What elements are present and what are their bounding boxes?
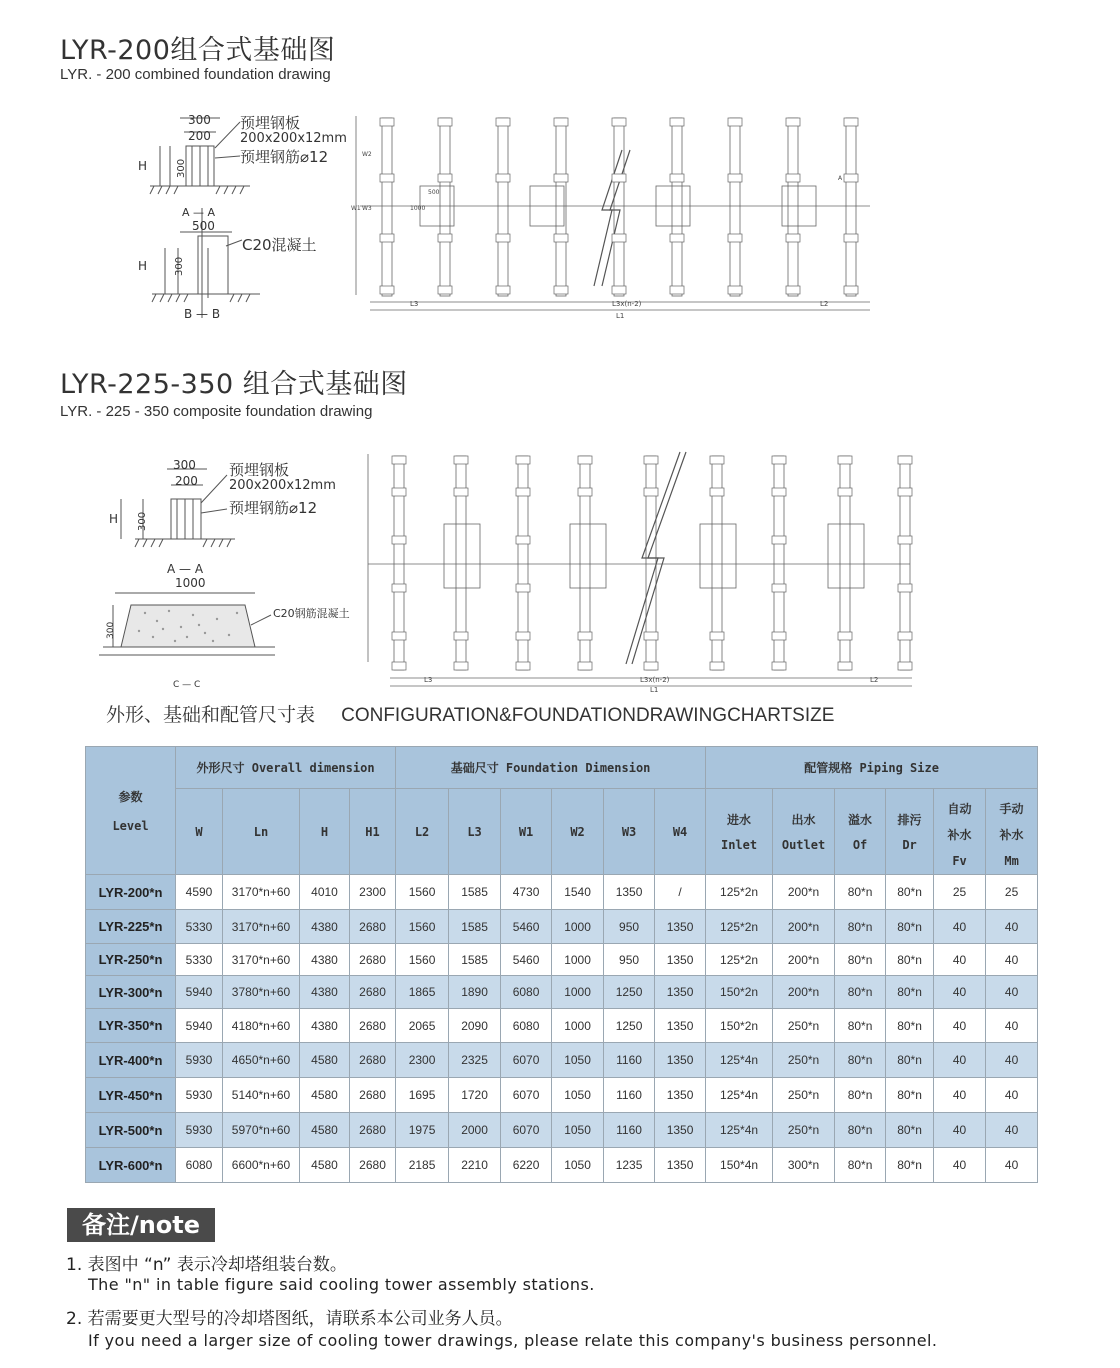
table-cell: 4580 [300,1043,350,1078]
table-cell: 200*n [773,976,835,1009]
table-cell: 40 [934,1113,986,1148]
table-cell: 2680 [350,976,396,1009]
row-level: LYR-450*n [86,1078,176,1113]
table-cell: 2300 [350,875,396,910]
col-header: H1 [350,789,396,875]
s2-plan-l1: L1 [650,686,659,694]
s1-bb: B — B [184,307,221,321]
table-cell: 40 [934,944,986,976]
table-cell: 2065 [396,1009,449,1043]
table-cell: 125*4n [706,1043,773,1078]
table-cell: 2680 [350,1078,396,1113]
row-level: LYR-500*n [86,1113,176,1148]
table-cell: 950 [604,944,655,976]
table-cell: 250*n [773,1043,835,1078]
table-cell: 40 [986,910,1038,944]
s2-aa: A — A [167,562,204,576]
table-cell: 80*n [835,1043,886,1078]
table-cell: 2680 [350,1113,396,1148]
table-cell: 40 [986,1043,1038,1078]
table-cell: 80*n [835,1113,886,1148]
table-cell: 125*2n [706,944,773,976]
s1-plan-d1000: 1000 [410,205,426,212]
section1-detail-drawing [120,108,360,328]
table-cell: 1585 [449,910,501,944]
table-cell: 250*n [773,1113,835,1148]
table-row [86,976,1038,1009]
table-cell: 4650*n+60 [223,1043,300,1078]
table-cell: 40 [986,1009,1038,1043]
row-level: LYR-225*n [86,910,176,944]
col-header: H [300,789,350,875]
table-cell: 5460 [501,944,552,976]
table-cell: 25 [986,875,1038,910]
table-cell: 80*n [835,944,886,976]
table-cell: 1000 [552,976,604,1009]
s2-d1000: 1000 [175,576,206,590]
table-cell: 80*n [886,1043,934,1078]
table-cell: 40 [934,910,986,944]
table-cell: 3170*n+60 [223,944,300,976]
table-cell: 40 [986,1113,1038,1148]
table-cell: 80*n [886,910,934,944]
s1-plan-l3: L3 [410,300,419,308]
table-cell: 1000 [552,944,604,976]
table-cell: 80*n [886,1009,934,1043]
table-cell: 1975 [396,1113,449,1148]
s1-plan-l3n: L3x(n-2) [612,300,642,308]
s2-plate: 预埋钢板 [229,461,290,479]
piping-col-cn: 出水 [791,813,816,827]
table-cell: 80*n [835,1148,886,1183]
table-cell: 6080 [501,1009,552,1043]
s1-h300: 300 [176,158,187,178]
table-cell: 40 [986,1148,1038,1183]
table-cell: 80*n [886,1148,934,1183]
table-cell: 125*4n [706,1113,773,1148]
table-cell: 4380 [300,944,350,976]
table-cell: 6080 [176,1148,223,1183]
s1-h300b: 300 [174,256,185,276]
col-header: W2 [552,789,604,875]
row-level: LYR-200*n [86,875,176,910]
table-cell: 80*n [886,1078,934,1113]
piping-col-cn: 溢水 [848,813,873,827]
table-cell: 5930 [176,1113,223,1148]
section1-subtitle: LYR. - 200 combined foundation drawing [60,66,331,83]
s2-plate-size: 200x200x12mm [229,478,336,493]
table-cell: 1350 [655,1113,706,1148]
s1-hHb: H [138,259,148,273]
row-level: LYR-600*n [86,1148,176,1183]
table-cell: 6070 [501,1043,552,1078]
table-cell: 3170*n+60 [223,910,300,944]
table-cell: 2185 [396,1148,449,1183]
table-row [86,875,1038,910]
table-cell: 80*n [835,875,886,910]
table-row [86,1148,1038,1183]
note-1-cn: 1. 表图中 “n” 表示冷却塔组装台数。 [66,1255,347,1275]
table-cell: 1350 [655,1043,706,1078]
s1-d300: 300 [188,113,211,127]
s1-hH: H [138,159,148,173]
piping-col-en: Mm [1004,853,1019,868]
table-cell: 40 [986,944,1038,976]
s1-concrete: C20混凝土 [242,236,317,254]
table-cell: 1540 [552,875,604,910]
table-row [86,910,1038,944]
table-cell: 1695 [396,1078,449,1113]
table-cell: 150*4n [706,1148,773,1183]
piping-col-header [934,789,986,875]
subheader-row [86,789,1038,875]
table-cell: 1000 [552,910,604,944]
piping-col-en: Inlet [720,838,758,852]
piping-col-cn: 排污 [897,813,922,827]
s1-plan-d500: 500 [428,189,440,196]
section2-detail-drawing [95,455,360,695]
table-title [106,700,834,727]
table-cell: 1350 [604,875,655,910]
table-cell: 1160 [604,1078,655,1113]
table-cell: 1890 [449,976,501,1009]
table-cell: 4380 [300,910,350,944]
table-cell: 40 [934,976,986,1009]
table-cell: 4590 [176,875,223,910]
s1-d500: 500 [192,219,215,233]
table-cell: 40 [986,976,1038,1009]
table-cell: 80*n [886,875,934,910]
s2-hH: H [109,512,119,526]
table-cell: 3780*n+60 [223,976,300,1009]
table-row [86,944,1038,976]
table-cell: 1560 [396,910,449,944]
row-level: LYR-300*n [86,976,176,1009]
s1-plan-w2: W2 [362,151,372,158]
s1-d200: 200 [188,129,211,143]
table-cell: 6080 [501,976,552,1009]
table-cell: 1235 [604,1148,655,1183]
s1-plan-a: A [838,175,843,182]
table-cell: 1160 [604,1113,655,1148]
table-cell: 4580 [300,1148,350,1183]
table-cell: 80*n [886,976,934,1009]
table-cell: 80*n [835,1009,886,1043]
section2-title: LYR-225-350 组合式基础图 [60,369,408,400]
section2-plan-drawing [360,448,920,694]
table-cell: 5330 [176,944,223,976]
col-header: W1 [501,789,552,875]
table-cell: 1050 [552,1113,604,1148]
piping-col-header [886,789,934,875]
s1-rebar: 预埋钢筋⌀12 [240,148,329,166]
note-1-en: The "n" in table figure said cooling tower assembly stations. [88,1275,595,1294]
piping-col-en: Dr [902,838,917,852]
table-cell: 5140*n+60 [223,1078,300,1113]
piping-group-header: 配管规格 Piping Size [706,747,1038,789]
piping-col-cn: 进水 [727,813,752,827]
table-title-cn: 外形、基础和配管尺寸表 [106,704,316,726]
s1-plate-size: 200x200x12mm [240,131,347,146]
table-cell: 1350 [655,944,706,976]
piping-col-cn: 手动补水 [999,801,1024,842]
table-cell: 1585 [449,944,501,976]
note-2-en: If you need a larger size of cooling tower drawings, please relate this company's business personnel. [88,1331,938,1350]
s1-aa: A — A [182,206,216,219]
table-cell: 40 [986,1078,1038,1113]
table-cell: 40 [934,1078,986,1113]
table-cell: 1720 [449,1078,501,1113]
piping-col-en: Fv [952,853,967,868]
section1-plan-drawing [350,110,880,325]
table-cell: 250*n [773,1009,835,1043]
table-cell: 250*n [773,1078,835,1113]
table-cell: 25 [934,875,986,910]
s2-plan-l2: L2 [870,676,879,684]
table-cell: 1560 [396,944,449,976]
table-cell: 80*n [886,944,934,976]
param-header: 参数 Level [86,747,176,875]
col-header: Ln [223,789,300,875]
row-level: LYR-350*n [86,1009,176,1043]
table-cell: 4580 [300,1113,350,1148]
s2-d300: 300 [173,458,196,472]
table-cell: 125*2n [706,875,773,910]
table-cell: 2210 [449,1148,501,1183]
table-cell: 1250 [604,1009,655,1043]
table-cell: 5330 [176,910,223,944]
table-cell: 5940 [176,976,223,1009]
col-header: L2 [396,789,449,875]
table-cell: 2300 [396,1043,449,1078]
table-cell: 1350 [655,910,706,944]
row-level: LYR-400*n [86,1043,176,1078]
overall-group-header: 外形尺寸 Overall dimension [176,747,396,789]
table-cell: 40 [934,1148,986,1183]
table-cell: 300*n [773,1148,835,1183]
piping-col-header [835,789,886,875]
table-cell: 6070 [501,1078,552,1113]
table-cell: 1050 [552,1078,604,1113]
table-cell: 6600*n+60 [223,1148,300,1183]
table-cell: 1350 [655,1078,706,1113]
foundation-group-header: 基础尺寸 Foundation Dimension [396,747,706,789]
s1-plan-l2: L2 [820,300,829,308]
table-cell: 5930 [176,1078,223,1113]
s2-cc: C — C [173,680,201,690]
piping-col-en: Of [852,838,868,852]
table-cell: 5460 [501,910,552,944]
s2-h300: 300 [137,511,148,531]
table-cell: 80*n [835,976,886,1009]
table-cell: 6070 [501,1113,552,1148]
piping-col-en: Outlet [781,838,826,852]
table-cell: 2000 [449,1113,501,1148]
table-cell: 1350 [655,1009,706,1043]
table-cell: 2680 [350,1148,396,1183]
table-cell: 150*2n [706,976,773,1009]
table-row [86,1078,1038,1113]
table-row [86,1113,1038,1148]
table-cell: 2680 [350,1043,396,1078]
table-cell: 2325 [449,1043,501,1078]
s1-plan-l1: L1 [616,312,625,320]
table-cell: 1050 [552,1148,604,1183]
table-cell: 5930 [176,1043,223,1078]
table-row [86,1009,1038,1043]
table-cell: 3170*n+60 [223,875,300,910]
table-cell: 80*n [835,910,886,944]
table-cell: 200*n [773,910,835,944]
table-cell: 1350 [655,1148,706,1183]
section1-title: LYR-200组合式基础图 [60,35,336,66]
col-header: L3 [449,789,501,875]
table-cell: 40 [934,1009,986,1043]
table-cell: 1250 [604,976,655,1009]
table-cell: / [655,875,706,910]
table-cell: 950 [604,910,655,944]
table-cell: 4010 [300,875,350,910]
row-level: LYR-250*n [86,944,176,976]
table-row [86,1043,1038,1078]
s2-h300b: 300 [106,621,116,639]
s1-plate: 预埋钢板 [240,114,301,132]
s2-plan-l3n: L3x(n-2) [640,676,670,684]
spec-table [85,746,1038,1183]
table-cell: 1865 [396,976,449,1009]
table-cell: 4730 [501,875,552,910]
table-cell: 4380 [300,976,350,1009]
piping-col-header [986,789,1038,875]
col-header: W4 [655,789,706,875]
table-cell: 125*4n [706,1078,773,1113]
s2-rebar: 预埋钢筋⌀12 [229,499,318,517]
table-cell: 4380 [300,1009,350,1043]
s2-d200: 200 [175,474,198,488]
table-cell: 5940 [176,1009,223,1043]
note-badge: 备注/note [67,1208,215,1242]
table-cell: 5970*n+60 [223,1113,300,1148]
s1-plan-w3: W3 [362,205,372,212]
s2-plan-l3: L3 [424,676,433,684]
table-cell: 2680 [350,910,396,944]
table-cell: 125*2n [706,910,773,944]
table-cell: 6220 [501,1148,552,1183]
table-cell: 200*n [773,875,835,910]
section2-subtitle: LYR. - 225 - 350 composite foundation drawing [60,403,373,420]
table-cell: 80*n [835,1078,886,1113]
table-cell: 1000 [552,1009,604,1043]
table-cell: 1050 [552,1043,604,1078]
spec-body [86,875,1038,1183]
table-cell: 1160 [604,1043,655,1078]
table-cell: 2090 [449,1009,501,1043]
table-cell: 1350 [655,976,706,1009]
table-cell: 2680 [350,1009,396,1043]
piping-col-header [773,789,835,875]
piping-col-header [706,789,773,875]
s2-concrete: C20钢筋混凝土 [273,607,350,620]
s1-plan-w1: W1 [351,205,361,212]
table-cell: 1560 [396,875,449,910]
table-cell: 2680 [350,944,396,976]
table-cell: 4580 [300,1078,350,1113]
table-cell: 40 [934,1043,986,1078]
table-title-en: CONFIGURATION&FOUNDATIONDRAWINGCHARTSIZE [341,705,835,726]
col-header: W [176,789,223,875]
note-2-cn: 2. 若需要更大型号的冷却塔图纸，请联系本公司业务人员。 [66,1309,513,1329]
piping-col-cn: 自动补水 [947,801,972,842]
col-header: W3 [604,789,655,875]
table-cell: 80*n [886,1113,934,1148]
table-cell: 4180*n+60 [223,1009,300,1043]
table-cell: 150*2n [706,1009,773,1043]
table-cell: 1585 [449,875,501,910]
table-cell: 200*n [773,944,835,976]
